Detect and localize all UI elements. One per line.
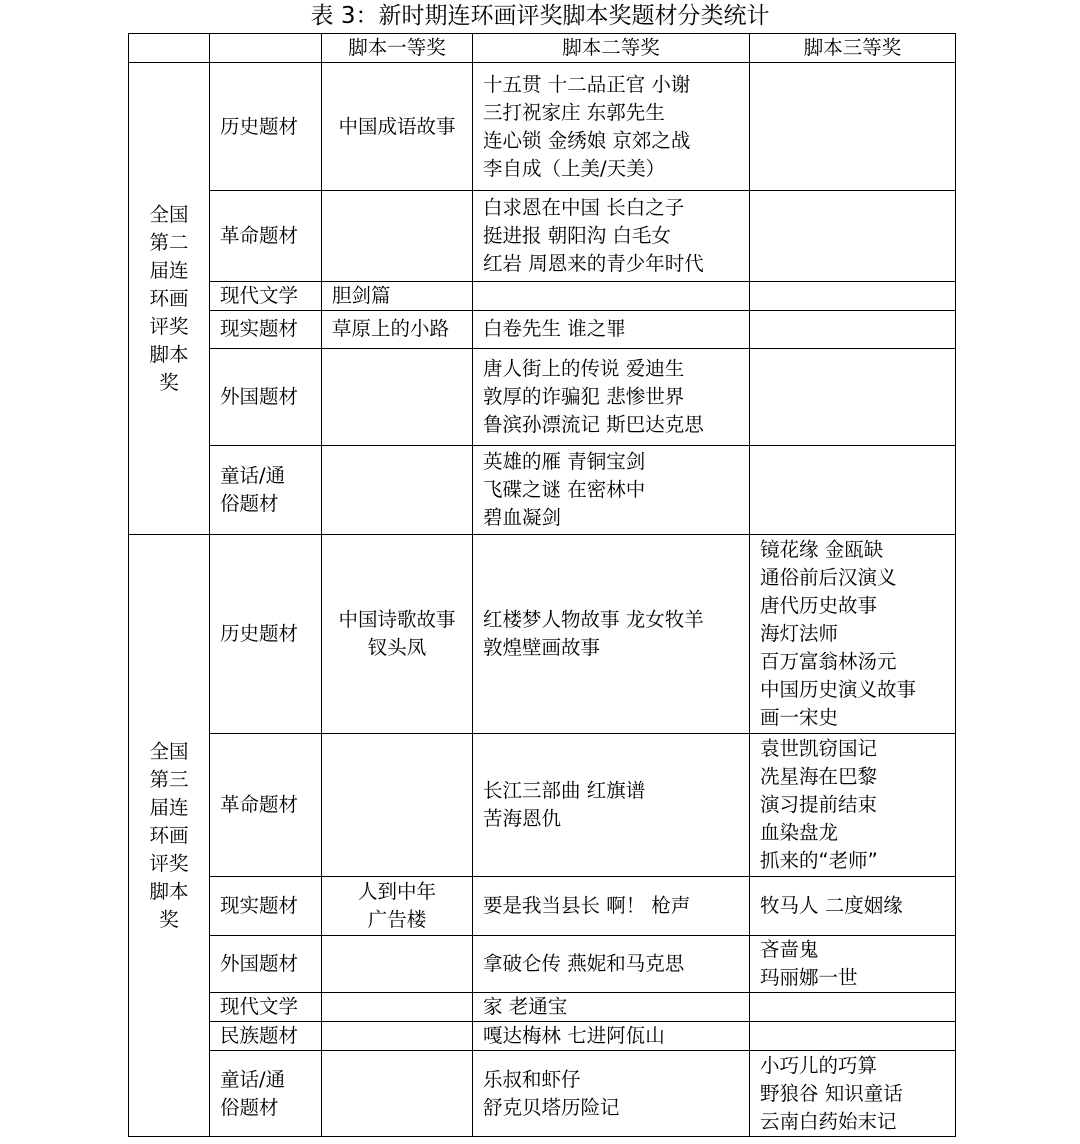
cell-line: 全国 xyxy=(149,202,189,226)
cell-line: 中国历史演义故事 xyxy=(760,678,917,702)
second-prize-cell xyxy=(473,1022,750,1051)
cell-line: 童话/通 xyxy=(220,463,286,487)
header-row xyxy=(129,34,956,63)
third-prize-cell xyxy=(750,992,956,1021)
second-prize-cell xyxy=(473,992,750,1021)
third-prize-cell xyxy=(750,535,956,734)
first-prize-cell xyxy=(322,190,473,281)
category-cell: 外国题材 xyxy=(210,935,322,992)
header-cell-second-prize: 脚本二等奖 xyxy=(473,34,750,63)
cell-line: 白求恩在中国 长白之子 xyxy=(483,195,685,219)
cell-line: 环画 xyxy=(149,823,189,847)
cell-line: 嘎达梅林 七进阿佤山 xyxy=(483,1024,665,1048)
second-prize-cell xyxy=(473,190,750,281)
second-prize-cell xyxy=(473,734,750,877)
category-cell: 革命题材 xyxy=(210,734,322,877)
second-prize-cell xyxy=(473,935,750,992)
third-prize-cell xyxy=(750,348,956,445)
table-row xyxy=(129,63,956,191)
table-row xyxy=(129,445,956,535)
second-prize-cell xyxy=(473,63,750,191)
table-row xyxy=(129,348,956,445)
cell-line: 胆剑篇 xyxy=(332,283,391,307)
third-prize-cell xyxy=(750,310,956,348)
cell-line: 牧马人 二度姻缘 xyxy=(760,893,903,917)
table-row xyxy=(129,281,956,310)
cell-line: 敦厚的诈骗犯 悲惨世界 xyxy=(483,384,685,408)
second-prize-cell xyxy=(473,1051,750,1137)
cell-line: 俗题材 xyxy=(220,1095,279,1119)
third-prize-cell xyxy=(750,1022,956,1051)
cell-line: 脚本 xyxy=(149,879,189,903)
cell-line: 中国成语故事 xyxy=(338,114,456,138)
category-cell: 现代文学 xyxy=(210,281,322,310)
third-prize-cell xyxy=(750,935,956,992)
table-row xyxy=(129,877,956,935)
category-cell: 外国题材 xyxy=(210,348,322,445)
second-prize-cell xyxy=(473,348,750,445)
third-prize-cell xyxy=(750,190,956,281)
cell-line: 敦煌壁画故事 xyxy=(483,636,601,660)
category-cell: 历史题材 xyxy=(210,535,322,734)
third-prize-cell xyxy=(750,1051,956,1137)
category-cell: 现实题材 xyxy=(210,877,322,935)
header-cell-category xyxy=(210,34,322,63)
cell-line: 镜花缘 金瓯缺 xyxy=(760,538,884,562)
second-prize-cell xyxy=(473,877,750,935)
cell-line: 广告楼 xyxy=(367,907,427,931)
first-prize-cell xyxy=(322,877,473,935)
cell-line: 全国 xyxy=(149,739,189,763)
table-row xyxy=(129,992,956,1021)
first-prize-cell xyxy=(322,992,473,1021)
third-prize-cell xyxy=(750,445,956,535)
cell-line: 人到中年 xyxy=(357,879,436,903)
category-cell: 历史题材 xyxy=(210,63,322,191)
header-cell-group xyxy=(129,34,210,63)
cell-line: 红楼梦人物故事 龙女牧羊 xyxy=(483,608,704,632)
first-prize-cell xyxy=(322,445,473,535)
cell-line: 三打祝家庄 东郭先生 xyxy=(483,100,665,124)
cell-line: 第三 xyxy=(149,767,189,791)
first-prize-cell xyxy=(322,535,473,734)
third-prize-cell xyxy=(750,63,956,191)
first-prize-cell xyxy=(322,310,473,348)
category-cell: 现代文学 xyxy=(210,992,322,1021)
cell-line: 袁世凯窃国记 xyxy=(760,737,878,761)
cell-line: 鲁滨孙漂流记 斯巴达克思 xyxy=(483,412,704,436)
award-group-label xyxy=(129,63,210,535)
cell-line: 届连 xyxy=(149,258,189,282)
third-prize-cell xyxy=(750,877,956,935)
cell-line: 白卷先生 谁之罪 xyxy=(483,317,626,341)
first-prize-cell xyxy=(322,63,473,191)
table-title: 表 3：新时期连环画评奖脚本奖题材分类统计 xyxy=(310,3,770,29)
first-prize-cell xyxy=(322,1022,473,1051)
cell-line: 童话/通 xyxy=(220,1067,286,1091)
first-prize-cell xyxy=(322,734,473,877)
category-cell xyxy=(210,1051,322,1137)
cell-line: 海灯法师 xyxy=(760,622,839,646)
cell-line: 吝啬鬼 xyxy=(760,937,819,961)
first-prize-cell xyxy=(322,1051,473,1137)
cell-line: 中国诗歌故事 xyxy=(338,608,456,632)
cell-line: 唐人街上的传说 爱迪生 xyxy=(483,356,685,380)
cell-line: 红岩 周恩来的青少年时代 xyxy=(483,251,704,275)
award-group-label xyxy=(129,535,210,1137)
cell-line: 草原上的小路 xyxy=(332,317,450,341)
cell-line: 通俗前后汉演义 xyxy=(760,566,897,590)
category-cell: 民族题材 xyxy=(210,1022,322,1051)
cell-line: 野狼谷 知识童话 xyxy=(760,1081,903,1105)
cell-line: 俗题材 xyxy=(220,491,279,515)
second-prize-cell xyxy=(473,535,750,734)
cell-line: 玛丽娜一世 xyxy=(760,965,858,989)
cell-line: 血染盘龙 xyxy=(760,821,839,845)
cell-line: 英雄的雁 青铜宝剑 xyxy=(483,449,646,473)
cell-line: 第二 xyxy=(149,230,189,254)
third-prize-cell xyxy=(750,281,956,310)
second-prize-cell xyxy=(473,445,750,535)
cell-line: 奖 xyxy=(159,907,179,931)
cell-line: 小巧儿的巧算 xyxy=(760,1053,878,1077)
cell-line: 百万富翁林汤元 xyxy=(760,650,897,674)
second-prize-cell xyxy=(473,281,750,310)
cell-line: 脚本 xyxy=(149,342,189,366)
cell-line: 碧血凝剑 xyxy=(483,505,562,529)
cell-line: 拿破仑传 燕妮和马克思 xyxy=(483,951,685,975)
cell-line: 家 老通宝 xyxy=(483,995,568,1019)
table-row xyxy=(129,535,956,734)
table-row xyxy=(129,1051,956,1137)
cell-line: 冼星海在巴黎 xyxy=(760,765,878,789)
cell-line: 钗头凤 xyxy=(367,636,427,660)
cell-line: 画一宋史 xyxy=(760,706,839,730)
table-row xyxy=(129,190,956,281)
cell-line: 长江三部曲 红旗谱 xyxy=(483,779,646,803)
cell-line: 李自成（上美/天美） xyxy=(483,156,666,180)
cell-line: 演习提前结束 xyxy=(760,793,878,817)
second-prize-cell xyxy=(473,310,750,348)
table-row xyxy=(129,734,956,877)
cell-line: 评奖 xyxy=(149,851,189,875)
header-cell-first-prize: 脚本一等奖 xyxy=(322,34,473,63)
first-prize-cell xyxy=(322,348,473,445)
cell-line: 挺进报 朝阳沟 白毛女 xyxy=(483,223,671,247)
third-prize-cell xyxy=(750,734,956,877)
cell-line: 十五贯 十二品正官 小谢 xyxy=(483,72,691,96)
cell-line: 唐代历史故事 xyxy=(760,594,878,618)
cell-line: 飞碟之谜 在密林中 xyxy=(483,477,646,501)
table-row xyxy=(129,310,956,348)
cell-line: 要是我当县长 啊！ 枪声 xyxy=(483,893,691,917)
cell-line: 舒克贝塔历险记 xyxy=(483,1095,620,1119)
cell-line: 环画 xyxy=(149,286,189,310)
cell-line: 奖 xyxy=(159,370,179,394)
cell-line: 乐叔和虾仔 xyxy=(483,1067,581,1091)
cell-line: 评奖 xyxy=(149,314,189,338)
cell-line: 届连 xyxy=(149,795,189,819)
first-prize-cell xyxy=(322,935,473,992)
award-statistics-table xyxy=(128,33,956,1137)
first-prize-cell xyxy=(322,281,473,310)
table-row xyxy=(129,935,956,992)
cell-line: 连心锁 金绣娘 京郊之战 xyxy=(483,128,691,152)
cell-line: 抓来的“老师” xyxy=(760,849,878,873)
cell-line: 云南白药始末记 xyxy=(760,1109,897,1133)
table-row xyxy=(129,1022,956,1051)
category-cell xyxy=(210,445,322,535)
category-cell: 现实题材 xyxy=(210,310,322,348)
cell-line: 苦海恩仇 xyxy=(483,807,562,831)
header-cell-third-prize: 脚本三等奖 xyxy=(750,34,956,63)
category-cell: 革命题材 xyxy=(210,190,322,281)
